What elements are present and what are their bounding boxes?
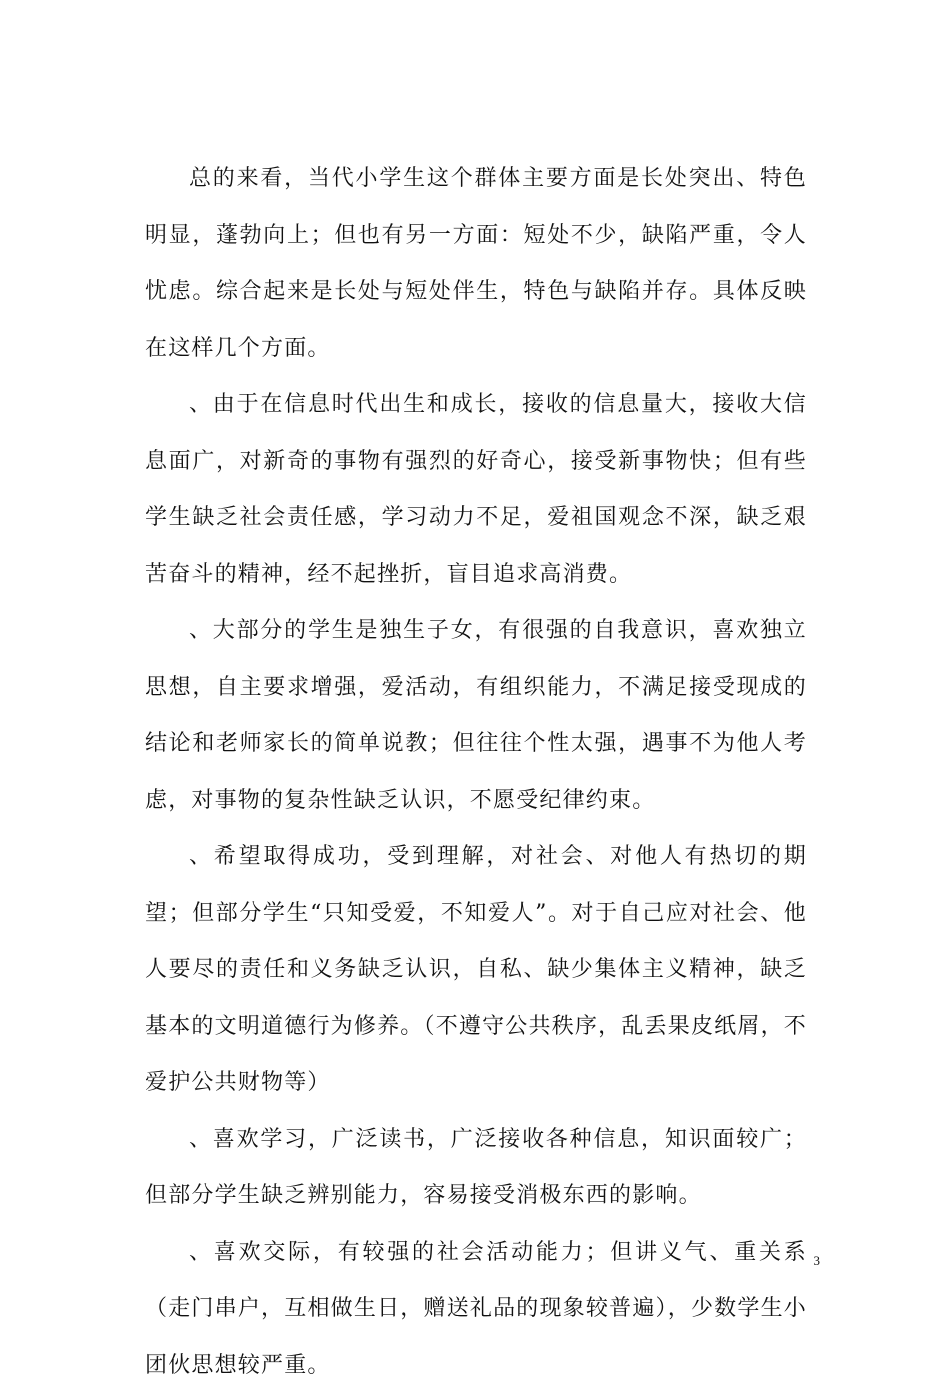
paragraph-item-2: 、大部分的学生是独生子女，有很强的自我意识，喜欢独立思想，自主要求增强，爱活动，有组织能力，不满足接受现成的结论和老师家长的简单说教；但往往个性太强，遇事不为他人考虑，对事物的复杂性缺乏认识，不愿受纪律约束。 [145, 603, 807, 829]
paragraph-item-4: 、喜欢学习，广泛读书，广泛接收各种信息，知识面较广；但部分学生缺乏辨别能力，容易接受消极东西的影响。 [145, 1112, 807, 1225]
paragraph-item-3: 、希望取得成功，受到理解，对社会、对他人有热切的期望；但部分学生“只知受爱，不知爱人”。对于自己应对社会、他人要尽的责任和义务缺乏认识，自私、缺少集体主义精神，缺乏基本的文明道德行为修养。（不遵守公共秩序，乱丢果皮纸屑，不爱护公共财物等） [145, 829, 807, 1112]
document-body [145, 151, 807, 1394]
paragraph-item-5: 、喜欢交际，有较强的社会活动能力；但讲义气、重关系（走门串户，互相做生日，赠送礼品的现象较普遍），少数学生小团伙思想较严重。 [145, 1225, 807, 1394]
paragraph-item-1: 、由于在信息时代出生和成长，接收的信息量大，接收大信息面广，对新奇的事物有强烈的好奇心，接受新事物快；但有些学生缺乏社会责任感，学习动力不足，爱祖国观念不深，缺乏艰苦奋斗的精神，经不起挫折，盲目追求高消费。 [145, 377, 807, 603]
page-number: 3 [790, 1253, 820, 1269]
paragraph-summary: 总的来看，当代小学生这个群体主要方面是长处突出、特色明显，蓬勃向上；但也有另一方面：短处不少，缺陷严重，令人忧虑。综合起来是长处与短处伴生，特色与缺陷并存。具体反映在这样几个方面。 [145, 151, 807, 377]
